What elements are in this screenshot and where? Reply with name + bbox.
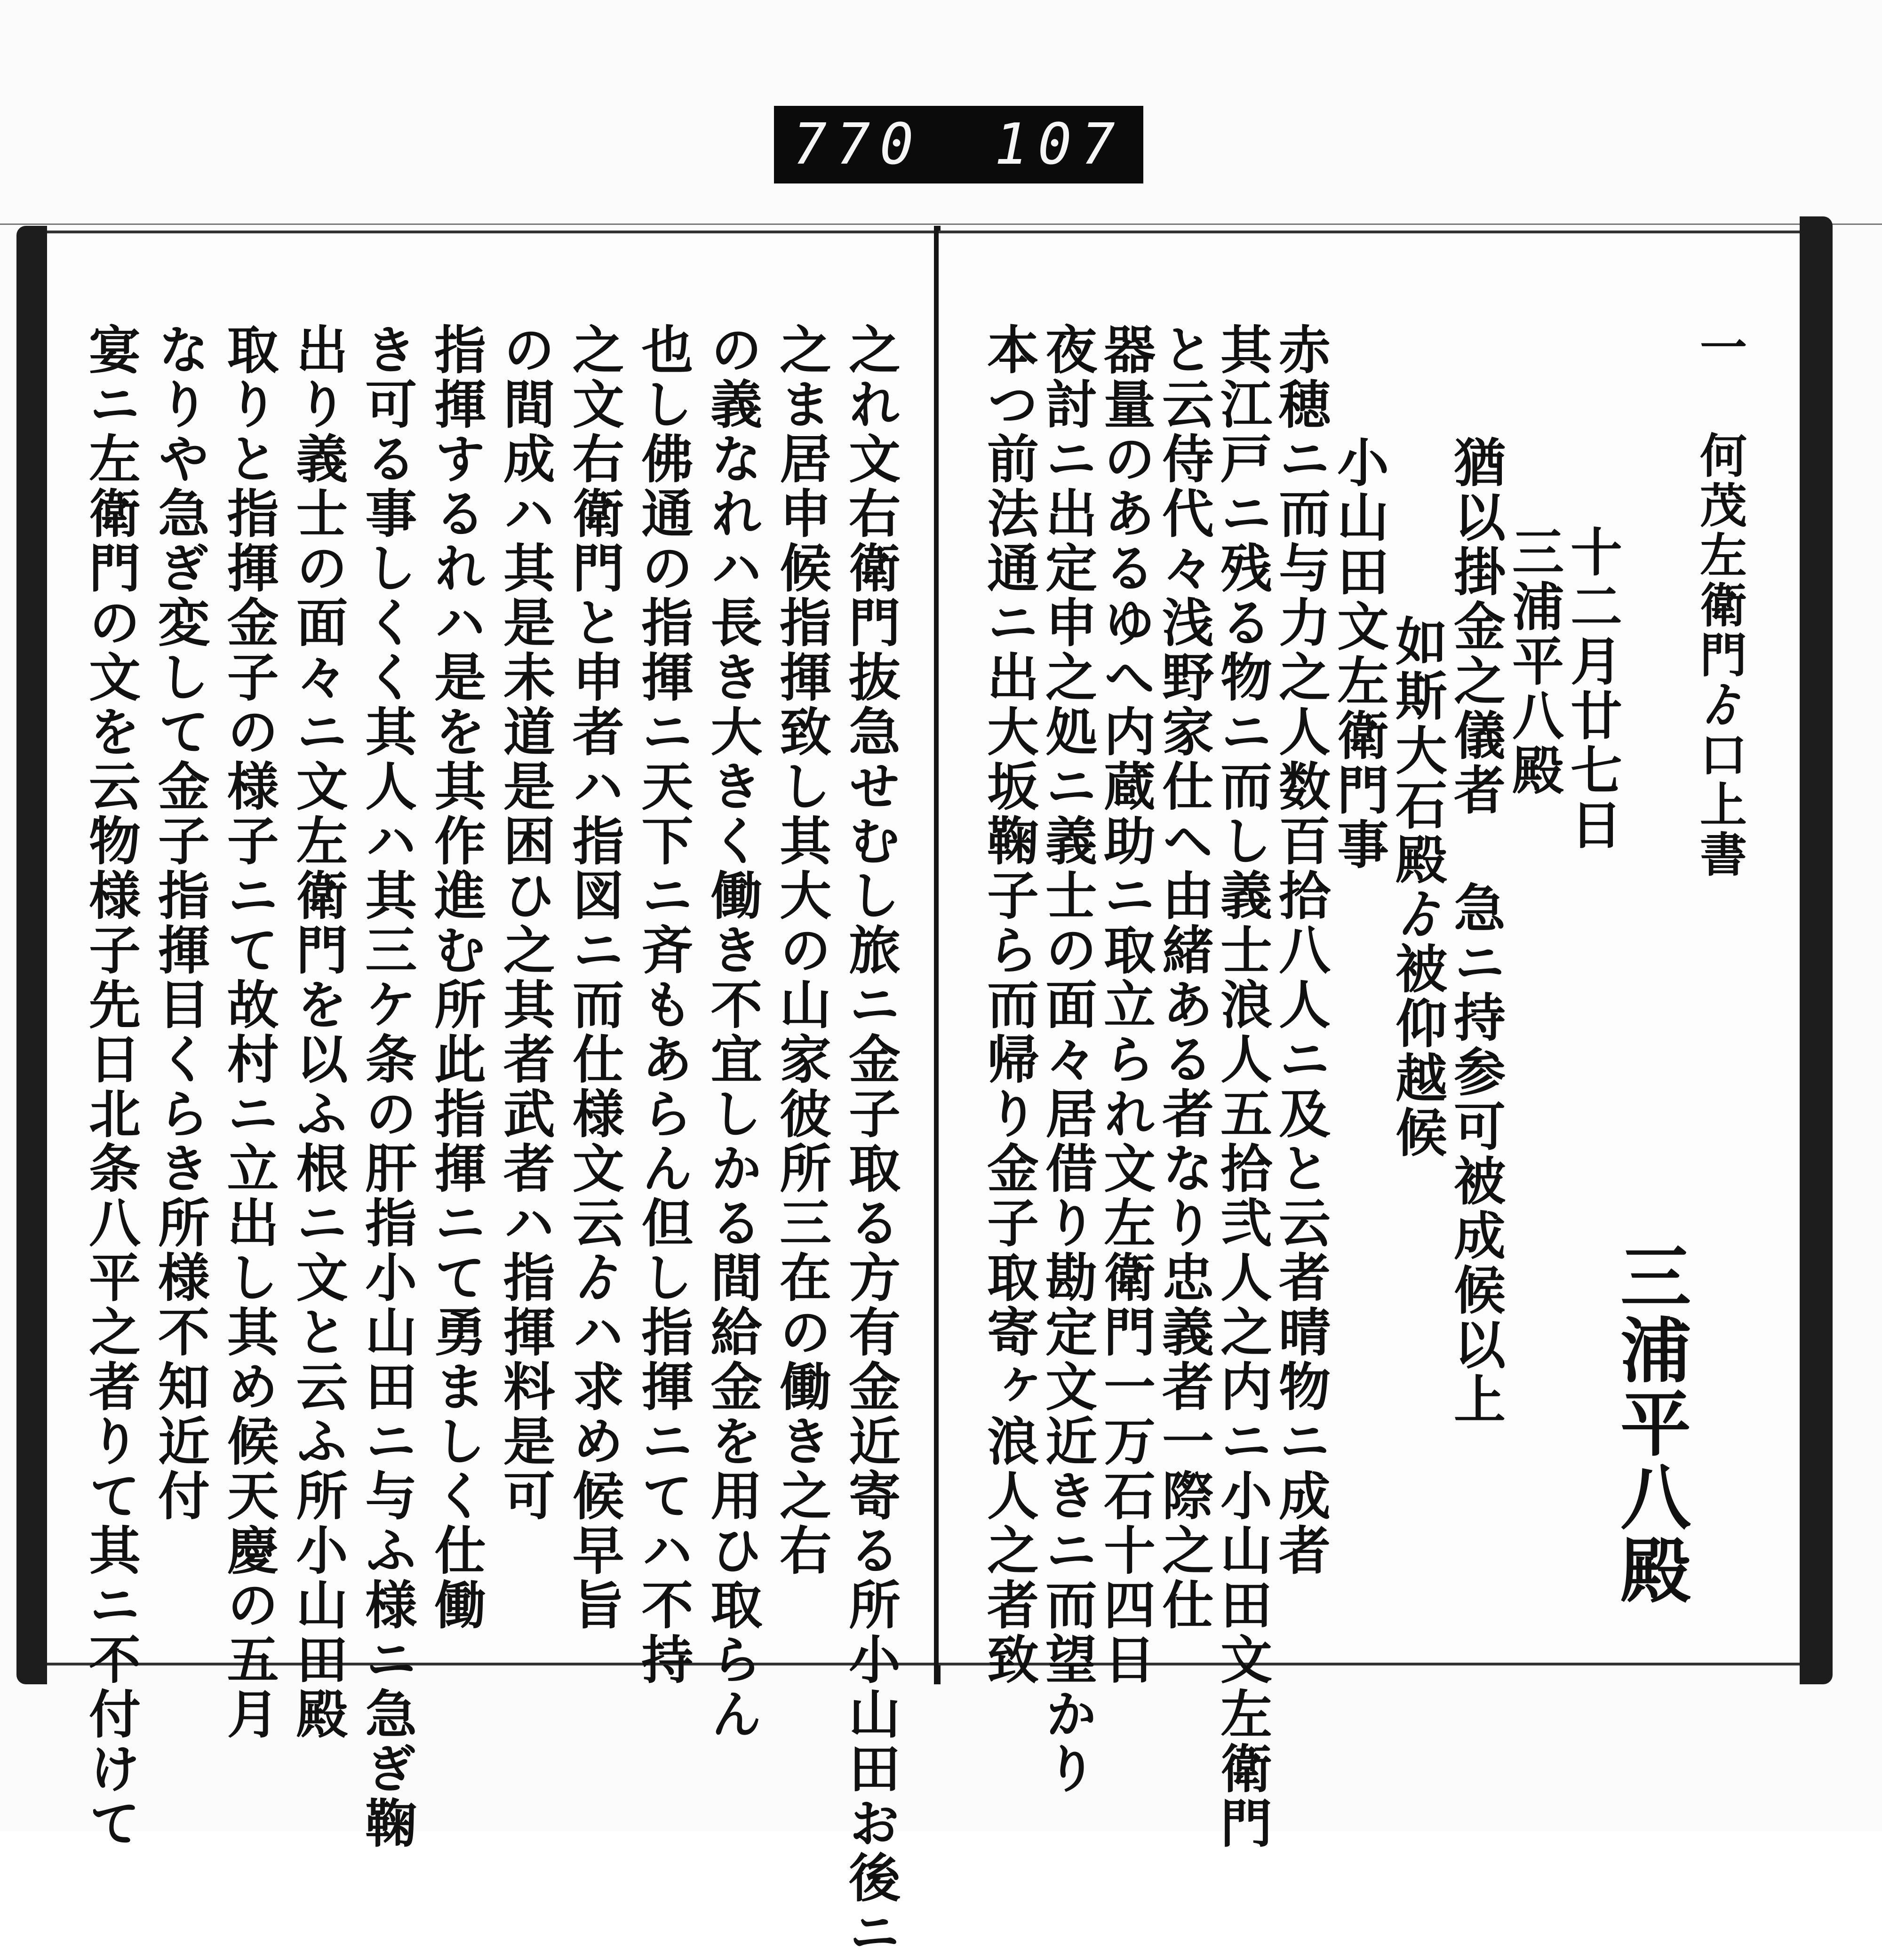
left-text-column: 宴ニ左衛門の文を云物様子先日北条八平之者りて其ニ不付けて — [80, 323, 141, 1851]
left-text-column: の義なれハ長き大きく働き不宜しかる間給金を用ひ取らん — [702, 323, 763, 1742]
right-text-column: 三浦平八殿 — [1504, 525, 1564, 798]
right-page-columns — [976, 323, 1747, 1851]
right-text-column: 小山田文左衛門事 — [1329, 436, 1389, 872]
left-text-column: 之ま居申候指揮致し其大の山家彼所三在の働き之右 — [771, 323, 832, 1578]
right-page — [939, 231, 1800, 1851]
right-text-column: 猶以掛金之儀者 急ニ持参可被成候以上 — [1445, 436, 1506, 1427]
open-book — [16, 216, 1833, 1960]
left-text-column: 出り義士の面々ニ文左衛門を以ふ根ニ文と云ふ所小山田殿 — [287, 323, 349, 1742]
archive-number-right: 107 — [994, 112, 1124, 177]
right-text-column: 一 何茂左衛門ゟ口上書 — [1692, 323, 1747, 880]
left-text-column: き可る事しくく其人ハ其三ケ条の肝指小山田ニ与ふ様ニ急ぎ鞠 — [357, 323, 418, 1851]
right-text-column: 如斯大石殿ゟ被仰越候 — [1387, 614, 1448, 1160]
right-text-column: 器量のあるゆへ内蔵助ニ取立られ文左衛門一万石十四日 — [1095, 323, 1156, 1687]
left-text-column: 也し佛通の指揮ニ天下ニ斉もあらん但し指揮ニてハ不持 — [633, 323, 694, 1687]
signature-column: 三浦平八殿 — [1608, 1240, 1691, 1607]
right-text-column: 夜討ニ出定申之処ニ義士の面々居借り勘定文近きニ而望かり — [1037, 323, 1098, 1796]
left-page — [47, 231, 934, 1960]
left-text-column: の間成ハ其是未道是困ひ之其者武者ハ指揮料是可 — [494, 323, 556, 1523]
left-text-column: 指揮するれハ是を其作進む所此指揮ニて勇ましく仕働 — [426, 323, 487, 1633]
archive-number-left: 770 — [793, 112, 923, 177]
book-cover-edge-left — [16, 226, 47, 1684]
left-text-column: 取りと指揮金子の様子ニて故村ニ立出し其め候天慶の五月 — [218, 323, 279, 1742]
right-text-column: 赤穂ニ而与力之人数百拾八人ニ及と云者晴物ニ成者 — [1270, 323, 1331, 1578]
right-text-column: 十二月廿七日 — [1562, 525, 1623, 853]
left-text-column: 之文右衛門と申者ハ指図ニ而仕様文云ゟハ求め候早旨 — [564, 323, 625, 1633]
left-text-column: なりや急ぎ変して金子指揮目くらき所様不知近付 — [149, 323, 210, 1523]
left-page-columns — [75, 323, 901, 1960]
archive-number-label — [774, 106, 1143, 183]
right-text-column: 其江戸ニ残る物ニ而し義士浪人五拾弐人之内ニ小山田文左衛門 — [1212, 323, 1273, 1851]
right-text-column: 本つ前法通ニ出大坂鞠子ら而帰り金子取寄ヶ浪人之者致 — [979, 323, 1039, 1687]
right-text-column: と云侍代々浅野家仕ヘ由緒ある者なり忠義者一際之仕 — [1154, 323, 1214, 1633]
left-text-column: 之れ文右衛門抜急せむし旅ニ金子取る方有金近寄る所小山田お後ニ — [840, 323, 901, 1960]
book-cover-edge-right — [1800, 216, 1833, 1684]
